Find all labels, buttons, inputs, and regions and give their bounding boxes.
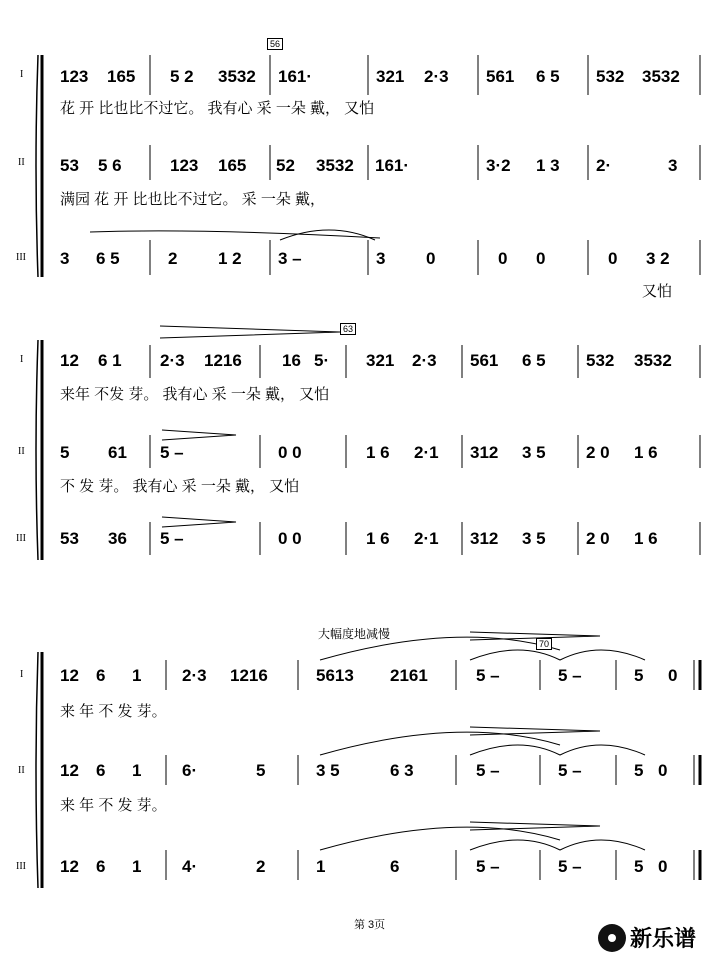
note-group: 5: [634, 857, 644, 876]
note-group: 3 5: [316, 761, 340, 780]
note-group: 0: [498, 249, 508, 268]
note-group: 6·: [182, 761, 198, 780]
note-group: 2·1: [414, 529, 439, 548]
note-group: 2·3: [160, 351, 185, 370]
note-group: 6: [390, 857, 400, 876]
note-group: 5 –: [558, 761, 582, 780]
note-group: 5 –: [160, 443, 184, 462]
note-group: 36: [108, 529, 127, 548]
note-group: 165: [218, 156, 247, 175]
note-group: 2·3: [412, 351, 437, 370]
page-number: 第 3页: [354, 919, 386, 931]
part-label-1: I: [20, 69, 24, 80]
note-group: 1: [316, 857, 326, 876]
record-icon: [598, 924, 626, 952]
note-group: 53: [60, 156, 79, 175]
part-label-3: III: [16, 861, 26, 872]
note-group: 6 1: [98, 351, 122, 370]
note-group: 5 6: [98, 156, 122, 175]
note-group: 1 6: [366, 443, 390, 462]
note-group: 2: [256, 857, 266, 876]
brand-logo: [598, 922, 696, 953]
part-label-1: I: [20, 354, 24, 365]
note-group: 0 0: [278, 529, 302, 548]
part-label-2: II: [18, 157, 25, 168]
note-group: 6 3: [390, 761, 414, 780]
rehearsal-mark-63: 63: [340, 323, 356, 335]
note-group: 5: [634, 761, 644, 780]
note-group: 61: [108, 443, 127, 462]
note-group: 1 3: [536, 156, 560, 175]
note-group: 5 –: [476, 761, 500, 780]
note-group: 5 –: [558, 666, 582, 685]
note-group: 3 5: [522, 529, 546, 548]
note-group: 0: [658, 761, 668, 780]
lyric-line: 来 年 不 发 芽。: [60, 703, 167, 720]
note-group: 1: [132, 857, 142, 876]
part-label-3: III: [16, 533, 26, 544]
tempo-marking: 大幅度地减慢: [318, 627, 391, 641]
note-group: 1: [132, 666, 142, 685]
note-group: 4·: [182, 857, 198, 876]
note-group: 123: [170, 156, 199, 175]
part-label-2: II: [18, 446, 25, 457]
part-label-2: II: [18, 765, 25, 776]
note-group: 6: [96, 857, 106, 876]
note-group: 3 5: [522, 443, 546, 462]
note-group: 3532: [316, 156, 354, 175]
note-group: 2·3: [182, 666, 207, 685]
note-group: 312: [470, 443, 499, 462]
note-group: 3 2: [646, 249, 670, 268]
part-label-1: I: [20, 669, 24, 680]
note-group: 321: [376, 67, 405, 86]
note-group: 12: [60, 351, 79, 370]
note-group: 2: [168, 249, 178, 268]
note-group: 1 6: [634, 443, 658, 462]
note-group: 2161: [390, 666, 428, 685]
note-group: 5613: [316, 666, 354, 685]
note-group: 3532: [218, 67, 256, 86]
note-group: 2 0: [586, 443, 610, 462]
note-group: 52: [276, 156, 295, 175]
note-group: 3532: [634, 351, 672, 370]
note-group: 3: [60, 249, 70, 268]
note-group: 1216: [230, 666, 268, 685]
note-group: 5 –: [558, 857, 582, 876]
rehearsal-mark-70: 70: [536, 638, 552, 650]
note-group: 561: [470, 351, 499, 370]
note-group: 165: [107, 67, 136, 86]
note-group: 0: [608, 249, 618, 268]
note-group: 16: [282, 351, 301, 370]
note-group: 2·: [596, 156, 612, 175]
note-group: 5 –: [476, 666, 500, 685]
note-group: 532: [596, 67, 625, 86]
note-group: 3: [376, 249, 386, 268]
note-group: 3 –: [278, 249, 302, 268]
lyric-line: 来年 不发 芽。 我有心 采 一朵 戴， 又怕: [60, 386, 330, 403]
note-group: 53: [60, 529, 79, 548]
note-group: 532: [586, 351, 615, 370]
note-group: 5 –: [476, 857, 500, 876]
brand-name: 新乐谱: [630, 927, 697, 952]
lyric-line: 不 发 芽。 我有心 采 一朵 戴， 又怕: [60, 478, 300, 495]
note-group: 12: [60, 761, 79, 780]
note-group: 0: [536, 249, 546, 268]
note-group: 0: [668, 666, 678, 685]
note-group: 1 6: [366, 529, 390, 548]
note-group: 2·1: [414, 443, 439, 462]
note-group: 5 –: [160, 529, 184, 548]
lyric-line: 花 开 比也比不过它。 我有心 采 一朵 戴， 又怕: [60, 100, 375, 117]
note-group: 6: [96, 666, 106, 685]
note-group: 1 2: [218, 249, 242, 268]
note-group: 5·: [314, 351, 330, 370]
note-group: 561: [486, 67, 515, 86]
note-group: 161·: [278, 67, 313, 86]
rehearsal-mark-56: 56: [267, 38, 283, 50]
note-group: 0: [426, 249, 436, 268]
note-group: 1: [132, 761, 142, 780]
note-group: 312: [470, 529, 499, 548]
note-group: 2 0: [586, 529, 610, 548]
note-group: 0 0: [278, 443, 302, 462]
note-group: 6 5: [522, 351, 546, 370]
note-group: 12: [60, 857, 79, 876]
note-group: 161·: [375, 156, 410, 175]
note-group: 6: [96, 761, 106, 780]
note-group: 5: [60, 443, 70, 462]
note-group: 5: [256, 761, 266, 780]
note-group: 321: [366, 351, 395, 370]
note-group: 6 5: [536, 67, 560, 86]
note-group: 2·3: [424, 67, 449, 86]
lyric-line: 又怕: [642, 283, 673, 300]
note-group: 123: [60, 67, 89, 86]
note-group: 1216: [204, 351, 242, 370]
part-label-3: III: [16, 252, 26, 263]
note-group: 3532: [642, 67, 680, 86]
note-group: 3·2: [486, 156, 511, 175]
note-group: 6 5: [96, 249, 120, 268]
note-group: 5: [634, 666, 644, 685]
note-group: 12: [60, 666, 79, 685]
note-group: 0: [658, 857, 668, 876]
note-group: 5 2: [170, 67, 194, 86]
lyric-line: 来 年 不 发 芽。: [60, 797, 167, 814]
lyric-line: 满园 花 开 比也比不过它。 采 一朵 戴，: [60, 191, 326, 208]
note-group: 1 6: [634, 529, 658, 548]
note-group: 3: [668, 156, 678, 175]
